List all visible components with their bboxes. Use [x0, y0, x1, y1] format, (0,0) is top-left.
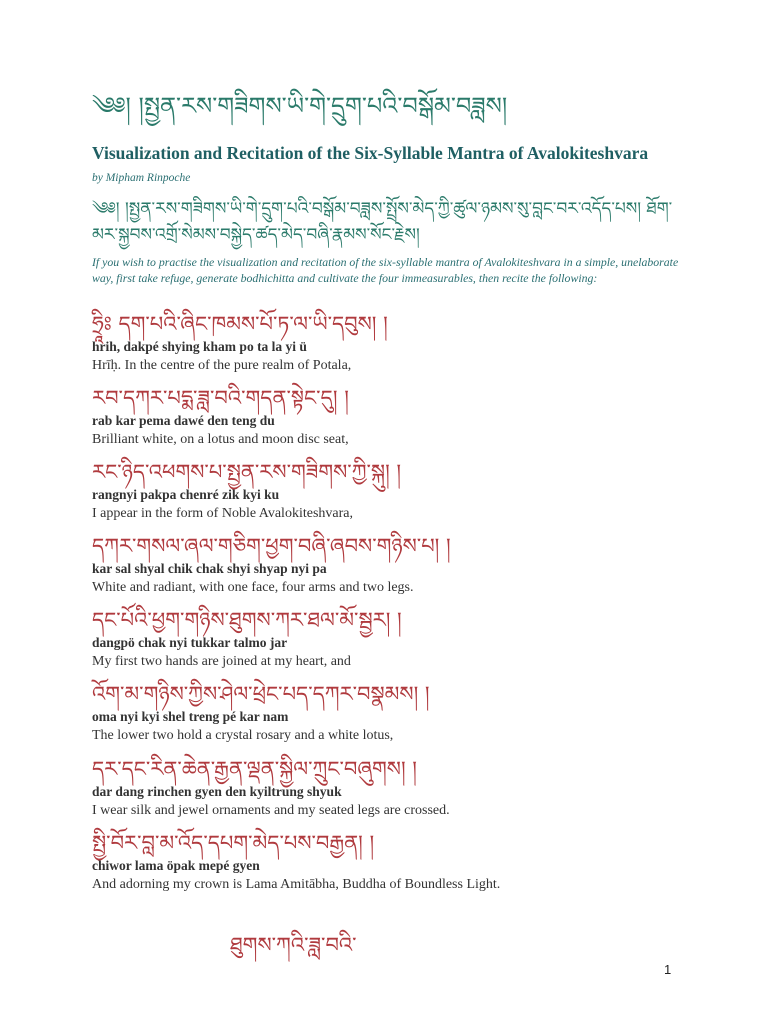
page-number: 1: [664, 962, 672, 977]
verse-6: [92, 681, 712, 744]
author-line: by Mipham Rinpoche: [92, 172, 191, 184]
intro-text: If you wish to practise the visualization and recitation of the six-syllable mantra of Avalokiteshvara in a simple, unelaborate way, first take refuge, generate bodhichitta and cultivate the four immeasurables, then recite the following:: [92, 255, 679, 285]
verse-translation: White and radiant, with one face, four arms and two legs.: [92, 580, 414, 595]
verse-tibetan: དཀར་གསལ་ཞལ་གཅིག་ཕྱག་བཞི་ཞབས་གཉིས་པ། །: [92, 534, 451, 558]
verse-tibetan: དར་དང་རིན་ཆེན་རྒྱན་ལྡན་སྐྱིལ་ཀྲུང་བཞུགས། །: [92, 757, 417, 781]
tibetan-intro: ༄༅། །སྤྱན་རས་གཟིགས་ཡི་གེ་དྲུག་པའི་བསྒོམ་བཟླས་སྤྲོས་མེད་ཀྱི་ཚུལ་ཉམས་སུ་བླང་བར་འདོད་པས། ཐོག་མར་སྐྱབས་འགྲོ་སེམས་བསྐྱེད་ཚད་མེད་བཞི་རྣམས་སོང་རྗེས།: [92, 199, 673, 245]
verse-tibetan: དང་པོའི་ཕྱག་གཉིས་ཐུགས་ཀར་ཐལ་མོ་སྦྱར། །: [92, 608, 402, 632]
verse-tibetan: སྤྱི་བོར་བླ་མ་འོད་དཔག་མེད་པས་བརྒྱན། །: [92, 831, 375, 855]
verse-5: [92, 607, 712, 670]
tibetan-title: ༄༅། །སྤྱན་རས་གཟིགས་ཡི་གེ་དྲུག་པའི་བསྒོམ་བཟླས།: [92, 92, 508, 120]
verse-tibetan: འོག་མ་གཉིས་ཀྱིས་ཤེལ་ཕྲེང་པད་དཀར་བསྣམས། །: [92, 682, 430, 706]
verse-transliteration: chiwor lama öpak mepé gyen: [92, 858, 260, 873]
verse-tibetan: རབ་དཀར་པདྨ་ཟླ་བའི་གདན་སྟེང་དུ། །: [92, 386, 349, 410]
verse-tibetan: རང་ཉིད་འཕགས་པ་སྤྱན་རས་གཟིགས་ཀྱི་སྐུ། །: [92, 460, 402, 484]
verse-translation: I wear silk and jewel ornaments and my seated legs are crossed.: [92, 803, 450, 818]
document-title: Visualization and Recitation of the Six-Syllable Mantra of Avalokiteshvara: [92, 143, 649, 163]
verse-translation: I appear in the form of Noble Avalokiteshvara,: [92, 506, 353, 521]
verse-transliteration: rab kar pema dawé den teng du: [92, 413, 275, 428]
verse-translation: My first two hands are joined at my heart, and: [92, 654, 351, 669]
verse-8: [92, 830, 712, 893]
verse-4: [92, 533, 712, 596]
cut-off-tibetan-line: ཐུགས་ཀའི་ཟླ་བའི་: [230, 933, 357, 957]
verse-transliteration: hrih, dakpé shying kham po ta la yi ü: [92, 339, 307, 354]
verse-1: [92, 311, 712, 374]
verse-translation: And adorning my crown is Lama Amitābha, Buddha of Boundless Light.: [92, 877, 501, 892]
verse-tibetan: ཧྲཱིཿ དག་པའི་ཞིང་ཁམས་པོ་ཏ་ལ་ཡི་དབུས། །: [92, 312, 388, 336]
verse-transliteration: dangpö chak nyi tukkar talmo jar: [92, 635, 288, 650]
verse-translation: Hrīḥ. In the centre of the pure realm of Potala,: [92, 358, 352, 373]
verse-2: [92, 385, 712, 448]
verse-transliteration: rangnyi pakpa chenré zik kyi ku: [92, 487, 280, 502]
verse-transliteration: kar sal shyal chik chak shyi shyap nyi pa: [92, 561, 327, 576]
verse-7: [92, 756, 712, 819]
verse-translation: The lower two hold a crystal rosary and a white lotus,: [92, 728, 394, 743]
verse-translation: Brilliant white, on a lotus and moon disc seat,: [92, 432, 349, 447]
verse-transliteration: dar dang rinchen gyen den kyiltrung shyuk: [92, 784, 342, 799]
verse-transliteration: oma nyi kyi shel treng pé kar nam: [92, 709, 289, 724]
verse-3: [92, 459, 712, 522]
